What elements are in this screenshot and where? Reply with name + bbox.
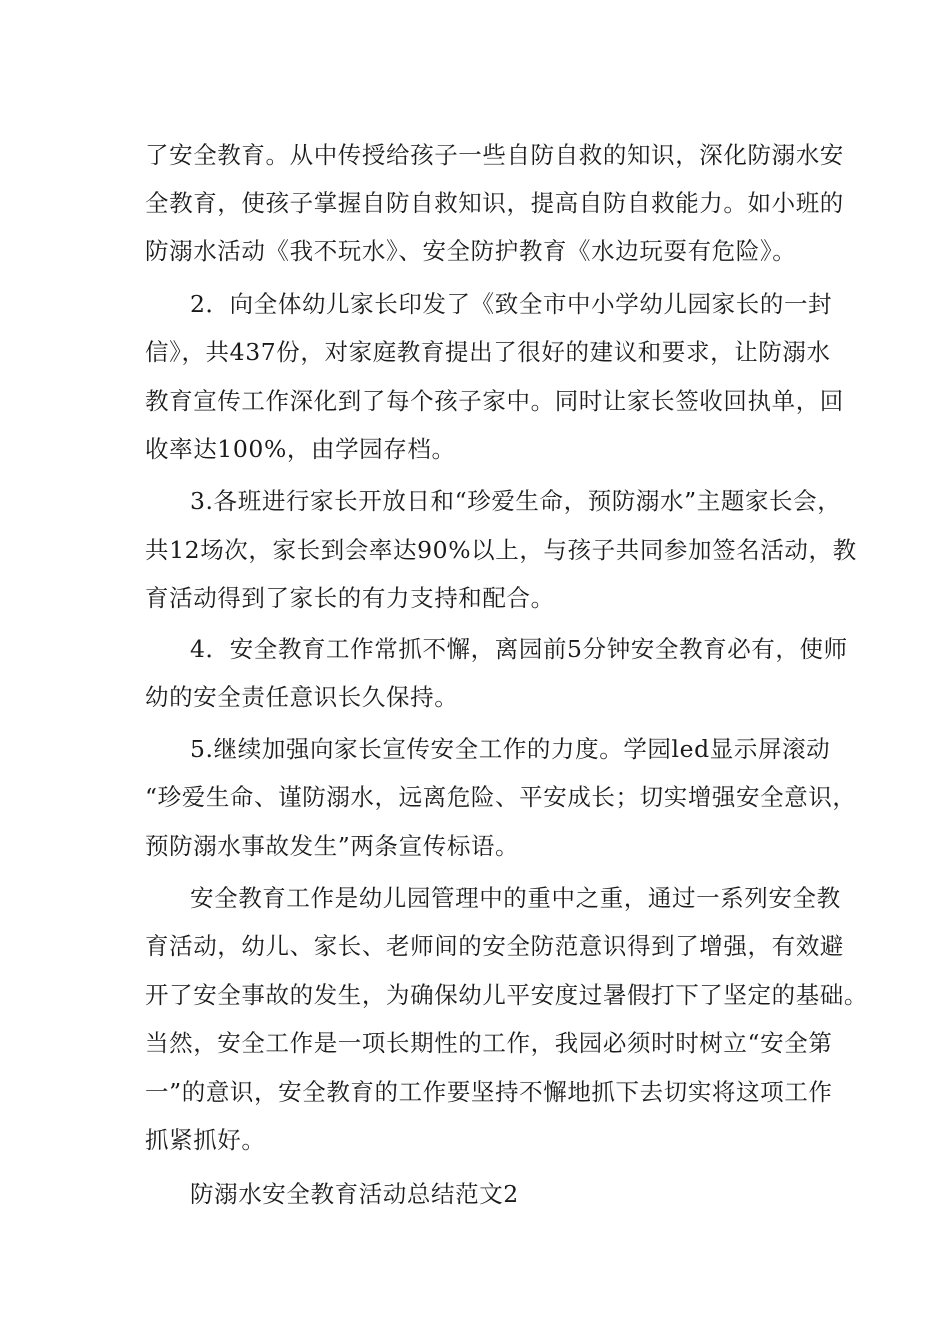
paragraph-2-line-2: 信》，共437份，对家庭教育提出了很好的建议和要求，让防溺水 <box>145 338 831 366</box>
paragraph-6-line-2: 育活动，幼儿、家长、老师间的安全防范意识得到了增强，有效避 <box>145 932 844 960</box>
paragraph-5-line-1: 5.继续加强向家长宣传安全工作的力度。学园led显示屏滚动 <box>190 735 831 763</box>
paragraph-4-line-2: 幼的安全责任意识长久保持。 <box>145 683 459 711</box>
paragraph-1-line-3: 防溺水活动《我不玩水》、安全防护教育《水边玩耍有危险》。 <box>145 237 797 265</box>
paragraph-1-line-1: 了安全教育。从中传授给孩子一些自防自救的知识，深化防溺水安 <box>145 141 844 169</box>
paragraph-6-line-5: 一”的意识，安全教育的工作要坚持不懈地抓下去切实将这项工作 <box>145 1078 833 1106</box>
paragraph-6-line-6: 抓紧抓好。 <box>145 1126 266 1154</box>
paragraph-5-line-2: “珍爱生命、谨防溺水，远离危险、平安成长；切实增强安全意识， <box>145 783 857 811</box>
paragraph-1-line-2: 全教育，使孩子掌握自防自救知识，提高自防自救能力。如小班的 <box>145 189 844 217</box>
paragraph-6-line-4: 当然，安全工作是一项长期性的工作，我园必须时时树立“安全第 <box>145 1029 833 1057</box>
paragraph-5-line-3: 预防溺水事故发生”两条宣传标语。 <box>145 832 520 860</box>
paragraph-6-line-3: 开了安全事故的发生，为确保幼儿平安度过暑假打下了坚定的基础。 <box>145 981 868 1009</box>
section-heading: 防溺水安全教育活动总结范文2 <box>190 1180 519 1208</box>
paragraph-2-line-3: 教育宣传工作深化到了每个孩子家中。同时让家长签收回执单，回 <box>145 387 844 415</box>
paragraph-2-line-1: 2．向全体幼儿家长印发了《致全市中小学幼儿园家长的一封 <box>190 290 833 318</box>
paragraph-4-line-1: 4．安全教育工作常抓不懈，离园前5分钟安全教育必有，使师 <box>190 635 848 663</box>
paragraph-3-line-3: 育活动得到了家长的有力支持和配合。 <box>145 584 555 612</box>
paragraph-3-line-1: 3.各班进行家长开放日和“珍爱生命，预防溺水”主题家长会， <box>190 487 842 515</box>
paragraph-3-line-2: 共12场次，家长到会率达90%以上，与孩子共同参加签名活动，教 <box>145 536 857 564</box>
paragraph-6-line-1: 安全教育工作是幼儿园管理中的重中之重，通过一系列安全教 <box>190 884 841 912</box>
paragraph-2-line-4: 收率达100%，由学园存档。 <box>145 435 456 463</box>
